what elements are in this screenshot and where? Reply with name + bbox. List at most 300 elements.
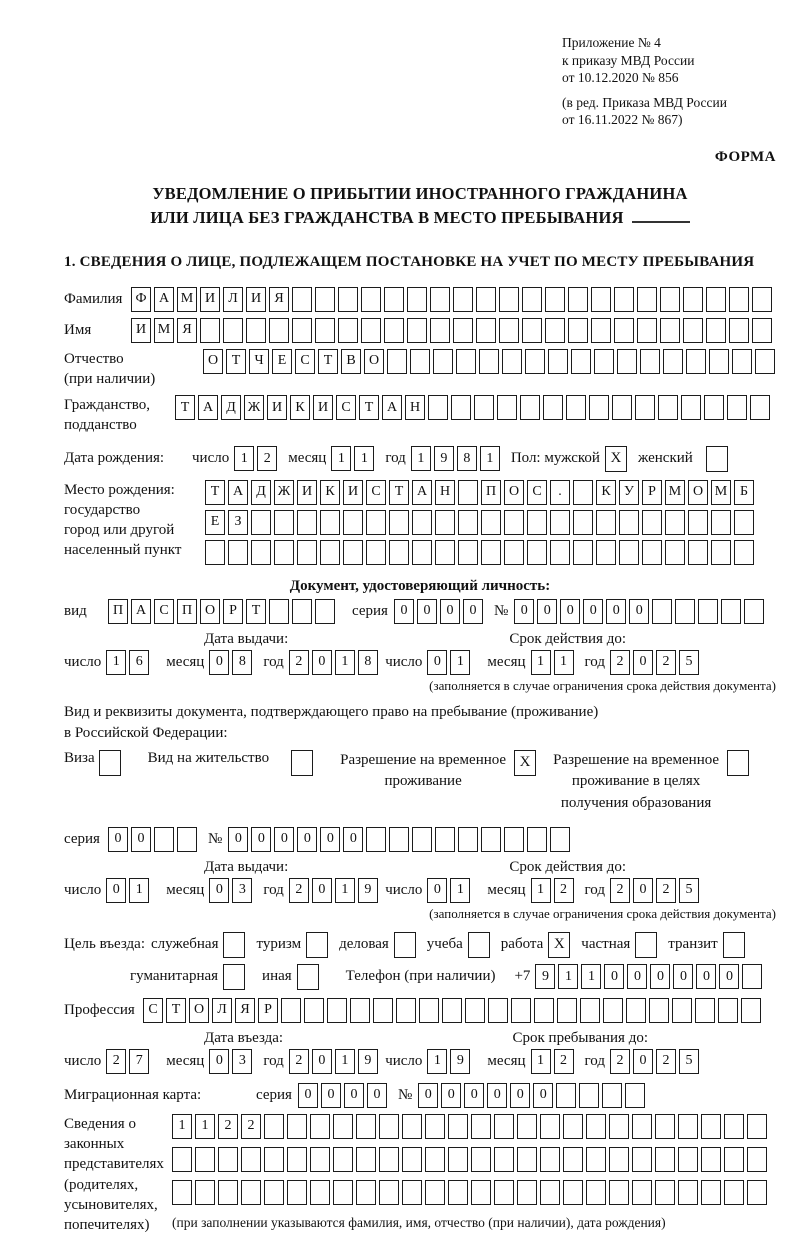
surname-cell[interactable] [476, 287, 496, 312]
representatives-cell[interactable] [471, 1180, 491, 1205]
identity-valid-year-cell[interactable]: 5 [679, 650, 699, 675]
name-cell[interactable] [361, 318, 381, 343]
representatives-cell[interactable] [241, 1180, 261, 1205]
representatives-cell[interactable] [218, 1147, 238, 1172]
surname-cell[interactable] [729, 287, 749, 312]
representatives-cell[interactable] [747, 1180, 767, 1205]
representatives-cell[interactable] [678, 1180, 698, 1205]
birthplace-cell[interactable] [297, 510, 317, 535]
birthplace-cell[interactable] [297, 540, 317, 565]
residence-number-cell[interactable] [504, 827, 524, 852]
residence-permit-checkbox[interactable] [291, 750, 313, 776]
patronymic-cell[interactable]: Т [226, 349, 246, 374]
citizenship-cell[interactable]: Ж [244, 395, 264, 420]
birthplace-cell[interactable] [711, 540, 731, 565]
surname-cell[interactable] [637, 287, 657, 312]
doc-number-cell[interactable] [698, 599, 718, 624]
doc-type-cell[interactable]: Т [246, 599, 266, 624]
name-cell[interactable] [545, 318, 565, 343]
representatives-cell[interactable] [563, 1180, 583, 1205]
name-cell[interactable] [453, 318, 473, 343]
profession-cell[interactable]: Т [166, 998, 186, 1023]
profession-cell[interactable]: С [143, 998, 163, 1023]
residence-series-cell[interactable]: 0 [108, 827, 128, 852]
residence-series-cell[interactable] [177, 827, 197, 852]
purpose-transit-checkbox[interactable] [723, 932, 745, 958]
residence-number-cell[interactable] [527, 827, 547, 852]
residence-valid-month-cell[interactable]: 2 [554, 878, 574, 903]
profession-cell[interactable] [603, 998, 623, 1023]
phone-digit-cell[interactable]: 9 [535, 964, 555, 989]
representatives-cell[interactable] [287, 1114, 307, 1139]
birthplace-cell[interactable] [688, 510, 708, 535]
birthplace-cell[interactable]: Б [734, 480, 754, 505]
birthplace-cell[interactable] [734, 510, 754, 535]
doc-number-cell[interactable] [652, 599, 672, 624]
identity-issue-day-cell[interactable]: 1 [106, 650, 126, 675]
representatives-cell[interactable] [425, 1114, 445, 1139]
name-cell[interactable]: И [131, 318, 151, 343]
stay-year-cell[interactable]: 0 [633, 1049, 653, 1074]
birthplace-cell[interactable] [343, 540, 363, 565]
citizenship-cell[interactable] [497, 395, 517, 420]
name-cell[interactable] [384, 318, 404, 343]
residence-issue-month-cell[interactable]: 3 [232, 878, 252, 903]
name-cell[interactable] [292, 318, 312, 343]
birthplace-cell[interactable] [458, 510, 478, 535]
citizenship-cell[interactable]: Д [221, 395, 241, 420]
representatives-cell[interactable] [632, 1114, 652, 1139]
residence-number-cell[interactable] [458, 827, 478, 852]
migcard-series-cell[interactable]: 0 [367, 1083, 387, 1108]
citizenship-cell[interactable] [658, 395, 678, 420]
doc-type-cell[interactable]: П [108, 599, 128, 624]
surname-cell[interactable]: И [200, 287, 220, 312]
birth-year-cell[interactable]: 1 [480, 446, 500, 471]
representatives-cell[interactable] [356, 1180, 376, 1205]
birthplace-cell[interactable] [527, 540, 547, 565]
stay-year-cell[interactable]: 2 [610, 1049, 630, 1074]
patronymic-cell[interactable]: О [203, 349, 223, 374]
birthplace-cell[interactable] [389, 540, 409, 565]
representatives-cell[interactable] [632, 1180, 652, 1205]
stay-month-cell[interactable]: 1 [531, 1049, 551, 1074]
birthplace-cell[interactable] [665, 540, 685, 565]
birthplace-cell[interactable]: У [619, 480, 639, 505]
name-cell[interactable] [591, 318, 611, 343]
phone-digit-cell[interactable]: 0 [604, 964, 624, 989]
name-cell[interactable] [683, 318, 703, 343]
profession-cell[interactable] [488, 998, 508, 1023]
profession-cell[interactable] [396, 998, 416, 1023]
identity-issue-year-cell[interactable]: 8 [358, 650, 378, 675]
profession-cell[interactable] [626, 998, 646, 1023]
representatives-cell[interactable] [287, 1180, 307, 1205]
entry-year-cell[interactable]: 2 [289, 1049, 309, 1074]
profession-cell[interactable] [373, 998, 393, 1023]
representatives-cell[interactable] [218, 1180, 238, 1205]
representatives-cell[interactable] [540, 1147, 560, 1172]
doc-type-cell[interactable]: А [131, 599, 151, 624]
doc-number-cell[interactable]: 0 [583, 599, 603, 624]
residence-issue-day-cell[interactable]: 0 [106, 878, 126, 903]
birthplace-cell[interactable] [619, 540, 639, 565]
representatives-cell[interactable] [379, 1147, 399, 1172]
representatives-cell[interactable] [517, 1147, 537, 1172]
visa-checkbox[interactable] [99, 750, 121, 776]
birthplace-cell[interactable]: Т [389, 480, 409, 505]
residence-number-cell[interactable]: 0 [320, 827, 340, 852]
surname-cell[interactable] [660, 287, 680, 312]
phone-digit-cell[interactable]: 1 [558, 964, 578, 989]
birthplace-cell[interactable]: И [297, 480, 317, 505]
birth-day-cell[interactable]: 2 [257, 446, 277, 471]
patronymic-cell[interactable] [686, 349, 706, 374]
surname-cell[interactable] [499, 287, 519, 312]
surname-cell[interactable] [522, 287, 542, 312]
female-checkbox[interactable] [706, 446, 728, 472]
representatives-cell[interactable] [172, 1147, 192, 1172]
migcard-number-cell[interactable]: 0 [510, 1083, 530, 1108]
birthplace-cell[interactable] [366, 510, 386, 535]
representatives-cell[interactable] [655, 1147, 675, 1172]
citizenship-cell[interactable]: К [290, 395, 310, 420]
representatives-cell[interactable] [172, 1180, 192, 1205]
birthplace-cell[interactable]: А [228, 480, 248, 505]
citizenship-cell[interactable] [566, 395, 586, 420]
representatives-cell[interactable] [448, 1180, 468, 1205]
birthplace-cell[interactable]: М [711, 480, 731, 505]
stay-month-cell[interactable]: 2 [554, 1049, 574, 1074]
identity-valid-month-cell[interactable]: 1 [531, 650, 551, 675]
representatives-cell[interactable] [586, 1147, 606, 1172]
representatives-cell[interactable] [379, 1180, 399, 1205]
profession-cell[interactable] [419, 998, 439, 1023]
doc-number-cell[interactable] [675, 599, 695, 624]
representatives-cell[interactable] [563, 1114, 583, 1139]
migcard-number-cell[interactable]: 0 [487, 1083, 507, 1108]
purpose-work-checkbox[interactable]: X [548, 932, 570, 958]
birthplace-cell[interactable] [619, 510, 639, 535]
surname-cell[interactable] [292, 287, 312, 312]
entry-month-cell[interactable]: 0 [209, 1049, 229, 1074]
surname-cell[interactable]: М [177, 287, 197, 312]
entry-year-cell[interactable]: 1 [335, 1049, 355, 1074]
citizenship-cell[interactable] [681, 395, 701, 420]
surname-cell[interactable] [407, 287, 427, 312]
surname-cell[interactable] [384, 287, 404, 312]
birthplace-cell[interactable]: Ж [274, 480, 294, 505]
birthplace-cell[interactable] [274, 510, 294, 535]
profession-cell[interactable] [557, 998, 577, 1023]
representatives-cell[interactable] [678, 1114, 698, 1139]
profession-cell[interactable]: Р [258, 998, 278, 1023]
migcard-series-cell[interactable]: 0 [344, 1083, 364, 1108]
surname-cell[interactable] [683, 287, 703, 312]
name-cell[interactable] [499, 318, 519, 343]
representatives-cell[interactable] [356, 1114, 376, 1139]
identity-issue-month-cell[interactable]: 0 [209, 650, 229, 675]
citizenship-cell[interactable] [520, 395, 540, 420]
rvp-checkbox[interactable]: X [514, 750, 536, 776]
representatives-cell[interactable] [333, 1114, 353, 1139]
birthplace-cell[interactable]: С [527, 480, 547, 505]
birthplace-cell[interactable]: Н [435, 480, 455, 505]
doc-series-cell[interactable]: 0 [394, 599, 414, 624]
name-cell[interactable] [660, 318, 680, 343]
birthplace-cell[interactable] [412, 540, 432, 565]
citizenship-cell[interactable] [543, 395, 563, 420]
phone-digit-cell[interactable] [742, 964, 762, 989]
residence-issue-month-cell[interactable]: 0 [209, 878, 229, 903]
residence-valid-month-cell[interactable]: 1 [531, 878, 551, 903]
representatives-cell[interactable] [609, 1147, 629, 1172]
name-cell[interactable] [522, 318, 542, 343]
entry-year-cell[interactable]: 9 [358, 1049, 378, 1074]
name-cell[interactable] [246, 318, 266, 343]
profession-cell[interactable] [741, 998, 761, 1023]
birthplace-cell[interactable]: З [228, 510, 248, 535]
residence-issue-year-cell[interactable]: 2 [289, 878, 309, 903]
migcard-series-cell[interactable]: 0 [298, 1083, 318, 1108]
residence-number-cell[interactable] [389, 827, 409, 852]
birthplace-cell[interactable] [458, 480, 478, 505]
residence-number-cell[interactable] [435, 827, 455, 852]
representatives-cell[interactable] [517, 1114, 537, 1139]
representatives-cell[interactable] [471, 1114, 491, 1139]
profession-cell[interactable] [580, 998, 600, 1023]
residence-number-cell[interactable]: 0 [297, 827, 317, 852]
migcard-number-cell[interactable] [602, 1083, 622, 1108]
profession-cell[interactable]: Л [212, 998, 232, 1023]
birthplace-cell[interactable] [412, 510, 432, 535]
identity-valid-year-cell[interactable]: 2 [610, 650, 630, 675]
representatives-cell[interactable] [701, 1180, 721, 1205]
citizenship-cell[interactable] [704, 395, 724, 420]
birthplace-cell[interactable] [642, 540, 662, 565]
profession-cell[interactable] [281, 998, 301, 1023]
citizenship-cell[interactable]: С [336, 395, 356, 420]
citizenship-cell[interactable] [451, 395, 471, 420]
birthplace-cell[interactable] [573, 480, 593, 505]
representatives-cell[interactable] [241, 1147, 261, 1172]
name-cell[interactable] [706, 318, 726, 343]
citizenship-cell[interactable] [428, 395, 448, 420]
stay-year-cell[interactable]: 2 [656, 1049, 676, 1074]
birthplace-cell[interactable]: К [320, 480, 340, 505]
birthplace-cell[interactable]: А [412, 480, 432, 505]
entry-day-cell[interactable]: 7 [129, 1049, 149, 1074]
patronymic-cell[interactable] [617, 349, 637, 374]
doc-type-cell[interactable] [269, 599, 289, 624]
representatives-cell[interactable] [448, 1114, 468, 1139]
rvp-education-checkbox[interactable] [727, 750, 749, 776]
patronymic-cell[interactable]: В [341, 349, 361, 374]
identity-valid-month-cell[interactable]: 1 [554, 650, 574, 675]
birthplace-cell[interactable]: К [596, 480, 616, 505]
phone-digit-cell[interactable]: 0 [673, 964, 693, 989]
profession-cell[interactable] [465, 998, 485, 1023]
surname-cell[interactable] [315, 287, 335, 312]
patronymic-cell[interactable] [732, 349, 752, 374]
doc-series-cell[interactable]: 0 [417, 599, 437, 624]
patronymic-cell[interactable] [548, 349, 568, 374]
representatives-cell[interactable] [517, 1180, 537, 1205]
profession-cell[interactable] [649, 998, 669, 1023]
surname-cell[interactable] [614, 287, 634, 312]
residence-valid-day-cell[interactable]: 0 [427, 878, 447, 903]
surname-cell[interactable]: А [154, 287, 174, 312]
birthplace-cell[interactable] [251, 510, 271, 535]
representatives-cell[interactable] [402, 1147, 422, 1172]
birthplace-cell[interactable] [665, 510, 685, 535]
birthplace-cell[interactable]: Е [205, 510, 225, 535]
profession-cell[interactable]: О [189, 998, 209, 1023]
patronymic-cell[interactable] [525, 349, 545, 374]
phone-digit-cell[interactable]: 0 [696, 964, 716, 989]
birthplace-cell[interactable] [573, 540, 593, 565]
name-cell[interactable] [315, 318, 335, 343]
birthplace-cell[interactable] [504, 540, 524, 565]
profession-cell[interactable] [304, 998, 324, 1023]
birthplace-cell[interactable] [711, 510, 731, 535]
doc-type-cell[interactable]: П [177, 599, 197, 624]
migcard-number-cell[interactable] [579, 1083, 599, 1108]
residence-valid-day-cell[interactable]: 1 [450, 878, 470, 903]
name-cell[interactable]: Я [177, 318, 197, 343]
representatives-cell[interactable] [448, 1147, 468, 1172]
doc-number-cell[interactable]: 0 [560, 599, 580, 624]
representatives-cell[interactable] [333, 1147, 353, 1172]
birth-year-cell[interactable]: 9 [434, 446, 454, 471]
residence-issue-year-cell[interactable]: 1 [335, 878, 355, 903]
representatives-cell[interactable] [195, 1180, 215, 1205]
citizenship-cell[interactable]: А [198, 395, 218, 420]
residence-valid-year-cell[interactable]: 0 [633, 878, 653, 903]
birthplace-cell[interactable] [435, 540, 455, 565]
representatives-cell[interactable]: 1 [172, 1114, 192, 1139]
birthplace-cell[interactable] [550, 540, 570, 565]
identity-issue-month-cell[interactable]: 8 [232, 650, 252, 675]
name-cell[interactable] [568, 318, 588, 343]
representatives-cell[interactable] [563, 1147, 583, 1172]
birthplace-cell[interactable] [688, 540, 708, 565]
purpose-study-checkbox[interactable] [468, 932, 490, 958]
identity-valid-day-cell[interactable]: 1 [450, 650, 470, 675]
title-blank-underline[interactable] [632, 209, 690, 223]
representatives-cell[interactable] [264, 1180, 284, 1205]
representatives-cell[interactable] [724, 1180, 744, 1205]
profession-cell[interactable] [534, 998, 554, 1023]
surname-cell[interactable] [545, 287, 565, 312]
birth-month-cell[interactable]: 1 [354, 446, 374, 471]
representatives-cell[interactable] [655, 1114, 675, 1139]
birthplace-cell[interactable] [228, 540, 248, 565]
birthplace-cell[interactable]: М [665, 480, 685, 505]
phone-digit-cell[interactable]: 1 [581, 964, 601, 989]
doc-number-cell[interactable]: 0 [629, 599, 649, 624]
birthplace-cell[interactable] [481, 510, 501, 535]
representatives-cell[interactable] [287, 1147, 307, 1172]
name-cell[interactable] [200, 318, 220, 343]
birthplace-cell[interactable] [366, 540, 386, 565]
name-cell[interactable] [407, 318, 427, 343]
birthplace-cell[interactable] [527, 510, 547, 535]
citizenship-cell[interactable]: А [382, 395, 402, 420]
male-checkbox[interactable]: X [605, 446, 627, 472]
residence-valid-year-cell[interactable]: 2 [656, 878, 676, 903]
representatives-cell[interactable] [356, 1147, 376, 1172]
citizenship-cell[interactable] [750, 395, 770, 420]
representatives-cell[interactable] [402, 1114, 422, 1139]
patronymic-cell[interactable] [663, 349, 683, 374]
representatives-cell[interactable] [425, 1180, 445, 1205]
birth-year-cell[interactable]: 1 [411, 446, 431, 471]
patronymic-cell[interactable] [479, 349, 499, 374]
representatives-cell[interactable] [310, 1114, 330, 1139]
representatives-cell[interactable] [701, 1147, 721, 1172]
profession-cell[interactable] [327, 998, 347, 1023]
migcard-series-cell[interactable]: 0 [321, 1083, 341, 1108]
representatives-cell[interactable] [609, 1114, 629, 1139]
stay-day-cell[interactable]: 9 [450, 1049, 470, 1074]
purpose-humanitarian-checkbox[interactable] [223, 964, 245, 990]
identity-issue-year-cell[interactable]: 1 [335, 650, 355, 675]
representatives-cell[interactable] [425, 1147, 445, 1172]
surname-cell[interactable] [706, 287, 726, 312]
representatives-cell[interactable] [632, 1147, 652, 1172]
representatives-cell[interactable] [379, 1114, 399, 1139]
patronymic-cell[interactable] [709, 349, 729, 374]
stay-day-cell[interactable]: 1 [427, 1049, 447, 1074]
patronymic-cell[interactable] [433, 349, 453, 374]
purpose-tourism-checkbox[interactable] [306, 932, 328, 958]
representatives-cell[interactable] [310, 1147, 330, 1172]
birthplace-cell[interactable]: С [366, 480, 386, 505]
doc-type-cell[interactable] [315, 599, 335, 624]
birthplace-cell[interactable]: Р [642, 480, 662, 505]
surname-cell[interactable]: И [246, 287, 266, 312]
surname-cell[interactable] [361, 287, 381, 312]
birthplace-cell[interactable]: О [688, 480, 708, 505]
identity-issue-day-cell[interactable]: 6 [129, 650, 149, 675]
representatives-cell[interactable] [264, 1114, 284, 1139]
doc-type-cell[interactable] [292, 599, 312, 624]
name-cell[interactable] [752, 318, 772, 343]
identity-issue-year-cell[interactable]: 0 [312, 650, 332, 675]
representatives-cell[interactable] [586, 1114, 606, 1139]
birthplace-cell[interactable]: И [343, 480, 363, 505]
profession-cell[interactable]: Я [235, 998, 255, 1023]
name-cell[interactable] [223, 318, 243, 343]
doc-type-cell[interactable]: С [154, 599, 174, 624]
patronymic-cell[interactable] [755, 349, 775, 374]
birth-year-cell[interactable]: 8 [457, 446, 477, 471]
representatives-cell[interactable] [724, 1114, 744, 1139]
purpose-private-checkbox[interactable] [635, 932, 657, 958]
representatives-cell[interactable] [701, 1114, 721, 1139]
residence-number-cell[interactable] [550, 827, 570, 852]
birthplace-cell[interactable] [205, 540, 225, 565]
citizenship-cell[interactable] [474, 395, 494, 420]
name-cell[interactable] [430, 318, 450, 343]
doc-number-cell[interactable]: 0 [537, 599, 557, 624]
citizenship-cell[interactable] [635, 395, 655, 420]
representatives-cell[interactable] [540, 1114, 560, 1139]
name-cell[interactable] [729, 318, 749, 343]
representatives-cell[interactable] [471, 1147, 491, 1172]
residence-series-cell[interactable] [154, 827, 174, 852]
